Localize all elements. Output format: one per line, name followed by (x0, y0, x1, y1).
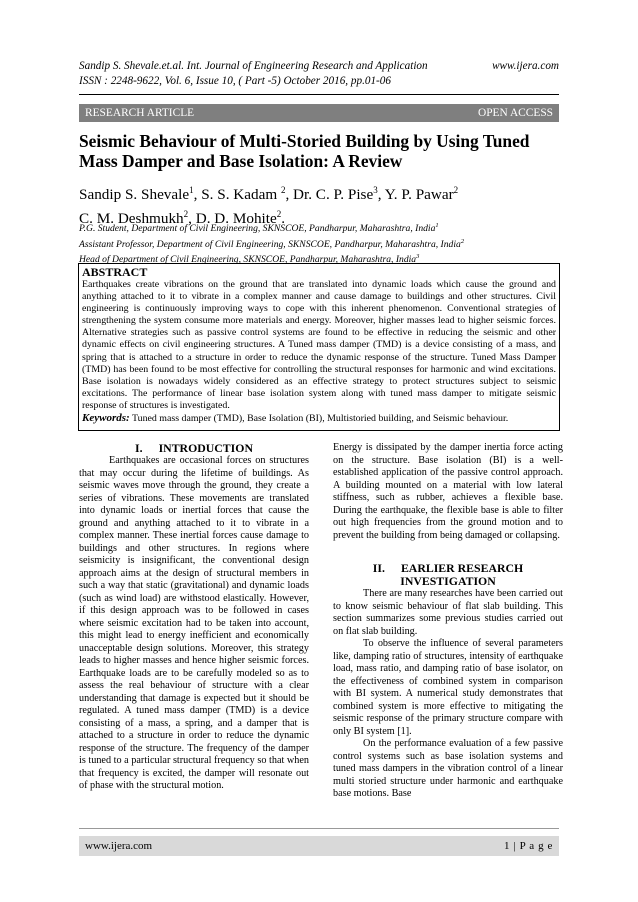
abstract-heading: ABSTRACT (82, 265, 148, 279)
footer-divider (79, 828, 559, 829)
introduction-paragraph: Earthquakes are occasional forces on structures that may occur during the lifetime of buildings. As seismic waves move through the ground, they create a series of vibrations. These movements are translated into dynamic loads or inertial forces that cause the ground and anything attached to it to vibrate in a complex manner. These inertial forces cause damage to buildings and other structures. In regions where seismicity is insignificant, the conventional design approach aims at the design of structural members in such a way that static (gravitational) and dynamic loads (such as wind load) are withstood elastically. However, if this design approach was to be followed in cases where seismic excitation had to be taken into account, this might lead to energy inefficient and economically unacceptable design solutions. Moreover, this strategy leads to higher masses and hence higher seismic forces. Earthquake loads are to be carefully modeled so as to assess the real behaviour of structure with a clear understanding that damage is expected but it should be regulated. A tuned mass damper (TMD) is a device consisting of a mass, a spring, and a damper that is attached to a structure in order to reduce the dynamic response of the structure. The frequency of the damper is tuned to a particular structural frequency so that when that frequency is excited, the damper will resonate out of phase with the structural motion. (79, 455, 309, 791)
introduction-continuation: Energy is dissipated by the damper inertia force acting on the structure. Base isolation (BI) is a well-established application of the passive control approach. A building mounted on a material with low lateral stiffness, such as rubber, achieves a flexible base. During the earthquake, the flexible base is able to filter out high frequencies from the ground motion and to prevent the building from being damaged or collapsing. (333, 442, 563, 541)
affiliation-mark: 1 (189, 185, 194, 195)
keywords-label: Keywords: (82, 412, 130, 425)
page-number: 1 | P a g e (503, 840, 553, 852)
affiliation-line (79, 236, 559, 252)
affiliation-mark: 2 (460, 237, 465, 245)
section-title: EARLIER RESEARCH INVESTIGATION (400, 561, 524, 588)
author-name: C. M. Deshmukh (79, 209, 184, 227)
section-number: II. (372, 561, 385, 575)
footer-website-link[interactable]: www.ijera.com (85, 840, 153, 852)
paper-title: Seismic Behaviour of Multi-Storied Building by Using Tuned Mass Damper and Base Isolation: A Review (79, 131, 530, 171)
author-name: , S. S. Kadam (193, 186, 281, 204)
affiliations (79, 220, 559, 267)
affiliation-mark: 2 (280, 185, 286, 195)
running-header (79, 60, 559, 72)
section-number: I. (135, 441, 143, 455)
affiliation-mark: 2 (183, 208, 189, 219)
article-type-banner (79, 104, 559, 122)
left-column (79, 442, 309, 793)
affiliation-mark: 3 (373, 185, 378, 195)
research-paragraph: To observe the influence of several parameters like, damping ratio of structures, intensity of earthquake load, mass ratio, and damping ratio of base isolator, on the effectiveness of combined system in comparison with BI system. A numerical study demonstrates that combined system is more effective to mitigating the seismic response of the primary structure compare with only BI system [1]. (333, 638, 563, 737)
research-paragraph: There are many researches have been carried out to know seismic behaviour of flat slab building. This section summarizes some previous studies carried out on flat slab building. (333, 588, 563, 637)
right-column (333, 442, 563, 801)
abstract-text: Earthquakes create vibrations on the ground that are translated into dynamic loads which cause the ground and anything attached to it to vibrate in a complex manner and cause damage to buildings and other structures. Civil engineering is continuously improving ways to cope with this inherent phenomenon. Conventional strategies of strengthening the system consume more materials and energy. Moreover, higher masses lead to higher seismic forces. Alternative strategies such as passive control systems are found to be effective in reducing the seismic and other dynamic effects on civil engineering structures. A Tuned mass damper (TMD) is a device consisting of a mass, and spring that is attached to a structure in order to reduce the dynamic response of the structure. Tuned Mass Damper (TMD) has been found to be most effective for controlling the structural responses for harmonic and wind excitations. Base isolation is nowadays widely considered as an effective strategy to protect structures subject to seismic excitations. The performance of linear base isolation system along with tuned mass damper to mitigate seismic response of structures is investigated. (82, 279, 556, 411)
research-paragraph: On the performance evaluation of a few passive control systems such as base isolation systems and tuned mass dampers in the vibration control of a linear multi storied structure under harmonic and earthquake base motions. Base (333, 738, 563, 799)
affiliation-line (79, 220, 559, 236)
author-list-end: . (281, 209, 286, 227)
section-heading-introduction (79, 442, 309, 455)
journal-website-link[interactable]: www.ijera.com (492, 60, 559, 72)
issn-line: ISSN : 2248-9622, Vol. 6, Issue 10, ( Part -5) October 2016, pp.01-06 (79, 75, 391, 87)
author-name: Sandip S. Shevale (79, 186, 190, 204)
affiliation-mark: 1 (435, 222, 439, 229)
affiliation-text: Head of Department of Civil Engineering, SKNSCOE, Pandharpur, Maharashtra, India (79, 254, 417, 266)
author-name: , Dr. C. P. Pise (285, 186, 374, 204)
affiliation-mark: 3 (416, 253, 420, 261)
affiliation-mark: 2 (276, 208, 282, 219)
journal-citation: Sandip S. Shevale.et.al. Int. Journal of Engineering Research and Application (79, 60, 428, 72)
header-divider (79, 94, 559, 95)
keywords-text: Tuned mass damper (TMD), Base Isolation (BI), Multistoried building, and Seismic behaviour. (129, 413, 509, 425)
open-access-label: OPEN ACCESS (477, 107, 553, 119)
affiliation-text: Assistant Professor, Department of Civil Engineering, SKNSCOE, Pandharpur, Maharashtra, India (79, 238, 461, 250)
affiliation-text: P.G. Student, Department of Civil Engineering, SKNSCOE, Pandharpur, Maharashtra, India (79, 223, 436, 235)
section-heading-earlier-research (333, 562, 563, 588)
research-article-label: RESEARCH ARTICLE (85, 107, 195, 119)
page-footer (79, 836, 559, 856)
keywords-line (82, 412, 556, 426)
affiliation-mark: 2 (453, 185, 459, 195)
author-name: , D. D. Mohite (188, 209, 277, 227)
section-title: INTRODUCTION (158, 441, 253, 455)
author-name: , Y. P. Pawar (377, 186, 454, 204)
abstract-box (78, 263, 560, 431)
